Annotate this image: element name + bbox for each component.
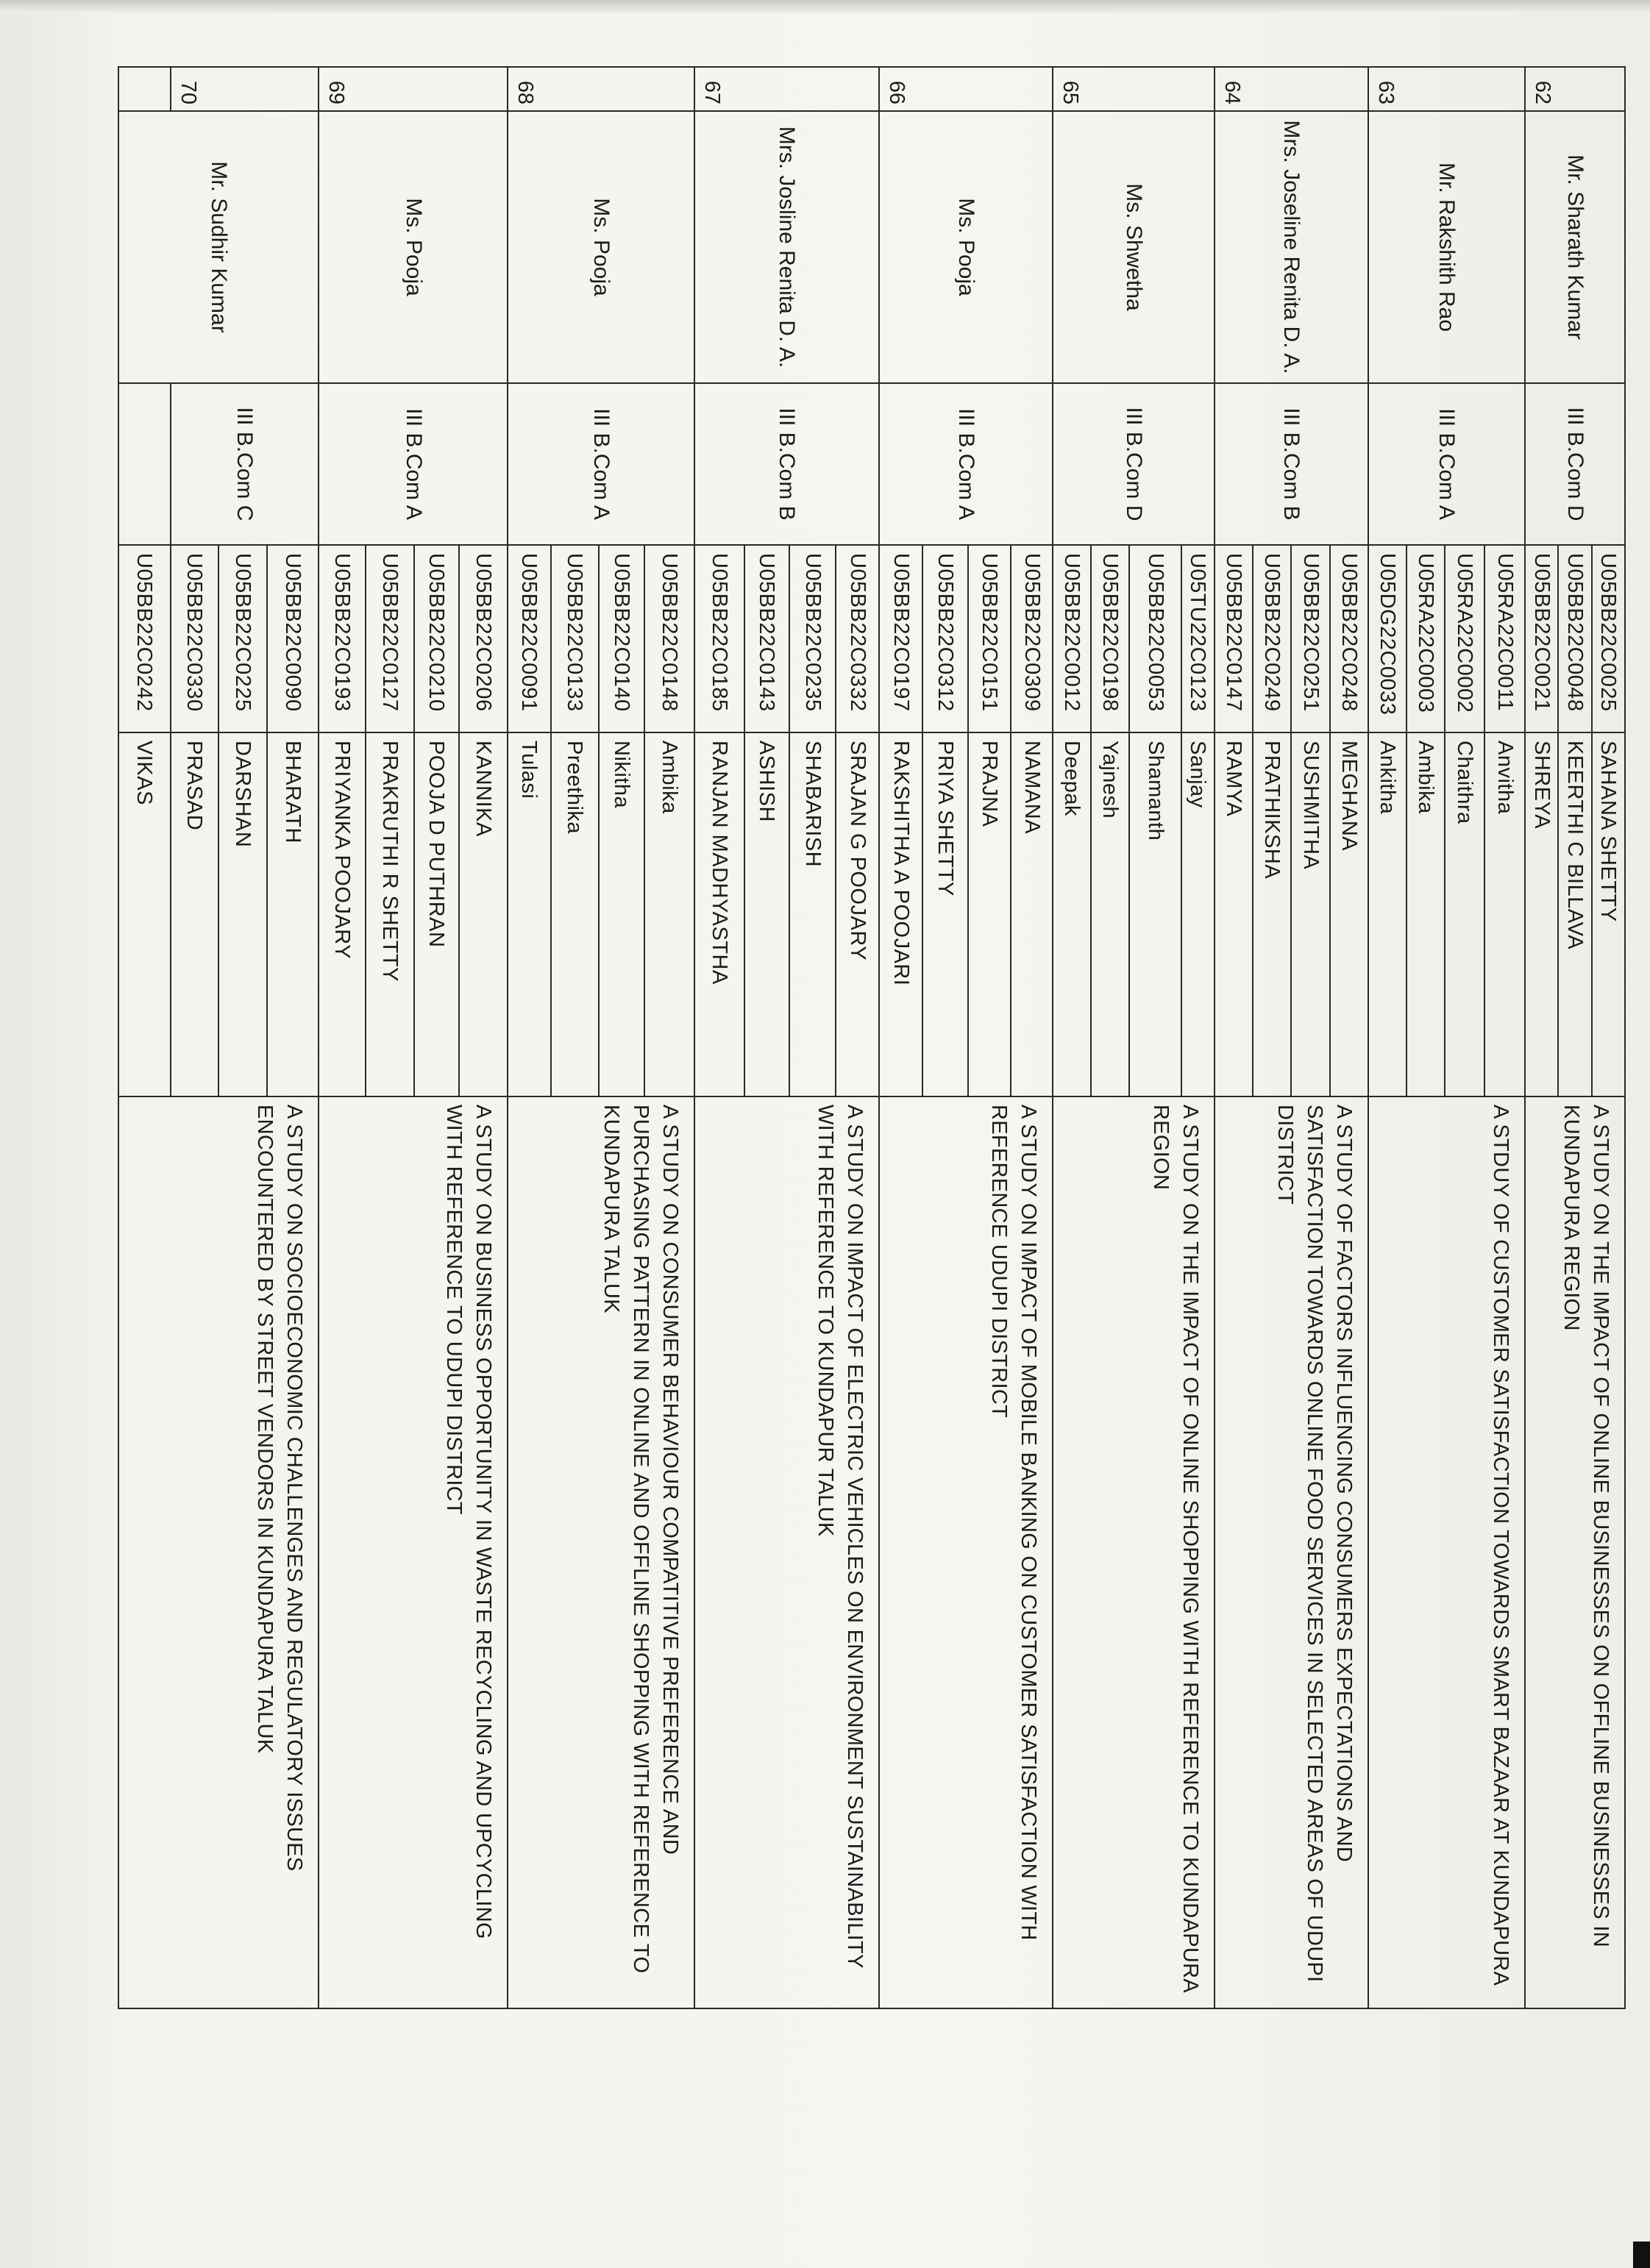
register-number: U05BB22C0198 xyxy=(1091,545,1129,732)
student-name: Yajnesh xyxy=(1091,732,1129,1096)
student-name: PRATHIKSHA xyxy=(1253,732,1291,1096)
sl-no: 67 xyxy=(694,67,880,111)
project-topic: A STUDY ON BUSINESS OPPORTUNITY IN WASTE RECYCLING AND UPCYCLING WITH REFERENCE TO UDUPI DISTRICT xyxy=(319,1096,507,2008)
student-name: Shamanth xyxy=(1129,732,1181,1096)
student-name: SRAJAN G POOJARY xyxy=(836,732,879,1096)
register-number: U05BB22C0242 xyxy=(118,545,171,732)
sl-no: 62 xyxy=(1525,67,1625,111)
class-name: III B.Com B xyxy=(694,383,880,545)
student-name: Nikitha xyxy=(599,732,644,1096)
student-name: MEGHANA xyxy=(1330,732,1368,1096)
student-name: KANNIKA xyxy=(459,732,508,1096)
guide-name: Mr. Sharath Kumar xyxy=(1525,111,1625,383)
scan-edge-shadow xyxy=(0,0,1650,13)
register-number: U05BB22C0012 xyxy=(1053,545,1091,732)
project-topic: A STUDY ON IMPACT OF MOBILE BANKING ON CUSTOMER SATISFACTION WITH REFERENCE UDUPI DISTRICT xyxy=(879,1096,1053,2008)
student-name: SAHANA SHETTY xyxy=(1592,732,1625,1096)
class-name: III B.Com A xyxy=(508,383,694,545)
project-topic: A STUDY ON THE IMPACT OF ONLINE SHOPPING WITH REFERENCE TO KUNDAPURA REGION xyxy=(1053,1096,1215,2008)
table-row xyxy=(1181,67,1215,2008)
sl-no: 65 xyxy=(1053,67,1215,111)
register-number: U05BB22C0127 xyxy=(366,545,414,732)
student-name: DARSHAN xyxy=(218,732,267,1096)
class-name: III B.Com D xyxy=(1053,383,1215,545)
guide-name: Mr. Sudhir Kumar xyxy=(118,111,319,383)
class-name: III B.Com A xyxy=(879,383,1053,545)
empty-cell xyxy=(118,67,171,111)
register-number: U05BB22C0048 xyxy=(1558,545,1591,732)
register-number: U05BB22C0091 xyxy=(508,545,551,732)
guide-name: Mrs. Joseline Renita D. A. xyxy=(1215,111,1368,383)
register-number: U05BB22C0312 xyxy=(922,545,967,732)
corner-mark xyxy=(1633,2242,1650,2268)
project-topic: A STUDY ON IMPACT OF ELECTRIC VEHICLES ON ENVIRONMENT SUSTAINABILITY WITH REFERENCE TO KUNDAPUR TALUK xyxy=(694,1096,880,2008)
register-number: U05RA22C0002 xyxy=(1445,545,1484,732)
table-row xyxy=(1485,67,1525,2008)
register-number: U05BB22C0332 xyxy=(836,545,879,732)
register-number: U05BB22C0185 xyxy=(694,545,744,732)
register-number: U05TU22C0123 xyxy=(1181,545,1215,732)
register-number: U05BB22C0197 xyxy=(879,545,922,732)
project-topic: A STUDY ON THE IMPACT OF ONLINE BUSINESSES ON OFFLINE BUSINESSES IN KUNDAPURA REGION xyxy=(1525,1096,1625,2008)
sl-no: 68 xyxy=(508,67,694,111)
student-name: Deepak xyxy=(1053,732,1091,1096)
register-number: U05DG22C0033 xyxy=(1368,545,1407,732)
guide-name: Ms. Pooja xyxy=(508,111,694,383)
student-name: RANJAN MADHYASTHA xyxy=(694,732,744,1096)
class-name: III B.Com B xyxy=(1215,383,1368,545)
class-name: III B.Com D xyxy=(1525,383,1625,545)
table-row xyxy=(1330,67,1368,2008)
student-name: RAKSHITHA A POOJARI xyxy=(879,732,922,1096)
register-number: U05RA22C0003 xyxy=(1407,545,1445,732)
register-number: U05BB22C0249 xyxy=(1253,545,1291,732)
student-name: Ambika xyxy=(644,732,694,1096)
table-row xyxy=(836,67,879,2008)
student-name: PRAJNA xyxy=(968,732,1011,1096)
table-row xyxy=(267,67,319,2008)
guide-name: Mr. Rakshith Rao xyxy=(1368,111,1525,383)
student-name: BHARATH xyxy=(267,732,319,1096)
student-name: PRIYA SHETTY xyxy=(922,732,967,1096)
register-number: U05BB22C0235 xyxy=(789,545,836,732)
register-number: U05BB22C0090 xyxy=(267,545,319,732)
student-name: PRAKRUTHI R SHETTY xyxy=(366,732,414,1096)
sl-no: 69 xyxy=(319,67,507,111)
sl-no: 63 xyxy=(1368,67,1525,111)
student-name: RAMYA xyxy=(1215,732,1253,1096)
sl-no: 66 xyxy=(879,67,1053,111)
student-name: SHREYA xyxy=(1525,732,1558,1096)
student-name: Chaithra xyxy=(1445,732,1484,1096)
student-name: SUSHMITHA xyxy=(1291,732,1329,1096)
register-number: U05BB22C0053 xyxy=(1129,545,1181,732)
register-number: U05BB22C0206 xyxy=(459,545,508,732)
student-name: SHABARISH xyxy=(789,732,836,1096)
register-number: U05BB22C0133 xyxy=(551,545,600,732)
register-number: U05BB22C0147 xyxy=(1215,545,1253,732)
register-number: U05RA22C0011 xyxy=(1485,545,1525,732)
student-name: POOJA D PUTHRAN xyxy=(414,732,459,1096)
guide-name: Ms. Shwetha xyxy=(1053,111,1215,383)
student-name: PRASAD xyxy=(171,732,219,1096)
register-number: U05BB22C0193 xyxy=(319,545,366,732)
table-row xyxy=(459,67,508,2008)
student-name: Ankitha xyxy=(1368,732,1407,1096)
empty-cell xyxy=(118,383,171,545)
register-number: U05BB22C0140 xyxy=(599,545,644,732)
table-row xyxy=(644,67,694,2008)
project-topic: A STUDY OF FACTORS INFLUENCING CONSUMERS EXPECTATIONS AND SATISFACTION TOWARDS ONLINE FOOD SERVICES IN SELECTED AREAS OF UDUPI DISTRICT xyxy=(1215,1096,1368,2008)
sl-no: 70 xyxy=(171,67,319,111)
guide-name: Ms. Pooja xyxy=(319,111,507,383)
register-number: U05BB22C0210 xyxy=(414,545,459,732)
student-name: VIKAS xyxy=(118,732,171,1096)
student-name: Preethika xyxy=(551,732,600,1096)
student-name: Sanjay xyxy=(1181,732,1215,1096)
student-name: KEERTHI C BILLAVA xyxy=(1558,732,1591,1096)
student-name: Ambika xyxy=(1407,732,1445,1096)
student-name: Tulasi xyxy=(508,732,551,1096)
table-row xyxy=(1592,67,1625,2008)
student-name: Anvitha xyxy=(1485,732,1525,1096)
rotated-table-container xyxy=(118,66,1626,2008)
student-name: PRIYANKA POOJARY xyxy=(319,732,366,1096)
register-number: U05BB22C0143 xyxy=(744,545,789,732)
register-number: U05BB22C0151 xyxy=(968,545,1011,732)
register-number: U05BB22C0309 xyxy=(1011,545,1053,732)
project-topic: A STUDY ON SOCIOECONOMIC CHALLENGES AND REGULATORY ISSUES ENCOUNTERED BY STREET VENDORS IN KUNDAPURA TALUK xyxy=(118,1096,319,2008)
guide-name: Ms. Pooja xyxy=(879,111,1053,383)
register-number: U05BB22C0251 xyxy=(1291,545,1329,732)
table-row xyxy=(1011,67,1053,2008)
register-number: U05BB22C0225 xyxy=(218,545,267,732)
guide-name: Mrs. Josline Renita D. A. xyxy=(694,111,880,383)
project-topic: A STDUY OF CUSTOMER SATISFACTION TOWARDS SMART BAZAAR AT KUNDAPURA xyxy=(1368,1096,1525,2008)
project-allocation-table xyxy=(118,66,1626,2009)
class-name: III B.Com A xyxy=(319,383,507,545)
student-name: ASHISH xyxy=(744,732,789,1096)
register-number: U05BB22C0248 xyxy=(1330,545,1368,732)
register-number: U05BB22C0025 xyxy=(1592,545,1625,732)
sl-no: 64 xyxy=(1215,67,1368,111)
student-name: NAMANA xyxy=(1011,732,1053,1096)
register-number: U05BB22C0148 xyxy=(644,545,694,732)
project-topic: A STUDY ON CONSUMER BEHAVIOUR COMPATITIVE PREFERENCE AND PURCHASING PATTERN IN ONLINE AND OFFLINE SHOPPING WITH REFERENCE TO KUNDAPURA TALUK xyxy=(508,1096,694,2008)
register-number: U05BB22C0021 xyxy=(1525,545,1558,732)
register-number: U05BB22C0330 xyxy=(171,545,219,732)
class-name: III B.Com A xyxy=(1368,383,1525,545)
class-name: III B.Com C xyxy=(171,383,319,545)
